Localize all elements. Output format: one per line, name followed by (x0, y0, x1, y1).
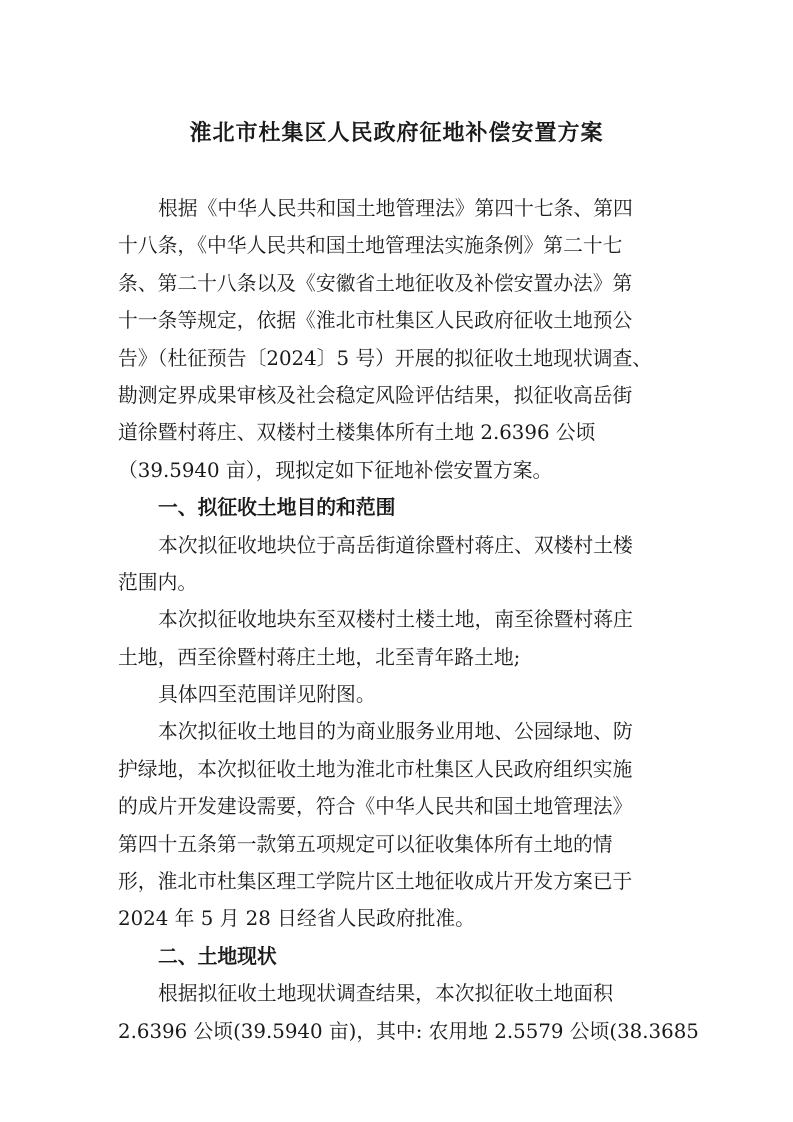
paragraph-line: 形，淮北市杜集区理工学院片区土地征收成片开发方案已于 (118, 870, 633, 894)
paragraph-line: （39.5940 亩），现拟定如下征地补偿安置方案。 (118, 458, 553, 482)
paragraph-line: 本次拟征收土地目的为商业服务业用地、公园绿地、防 (158, 720, 633, 744)
paragraph-line: 道徐暨村蒋庄、双楼村土楼集体所有土地 2.6396 公顷 (118, 421, 596, 445)
paragraph-line: 本次拟征收地块东至双楼村土楼土地，南至徐暨村蒋庄 (158, 608, 633, 632)
paragraph-line: 护绿地，本次拟征收土地为淮北市杜集区人民政府组织实施 (118, 757, 633, 781)
paragraph-line: 十一条等规定，依据《淮北市杜集区人民政府征收土地预公 (118, 309, 633, 333)
paragraph-line: 范围内。 (118, 570, 198, 594)
paragraph-line: 具体四至范围详见附图。 (158, 683, 376, 707)
paragraph-line: 十八条，《中华人民共和国土地管理法实施条例》第二十七 (118, 234, 623, 258)
paragraph-line: 2024 年 5 月 28 日经省人民政府批准。 (118, 907, 475, 931)
paragraph-line: 根据拟征收土地现状调查结果，本次拟征收土地面积 (158, 982, 613, 1006)
section-heading-1: 一、拟征收土地目的和范围 (158, 496, 396, 520)
section-heading-2: 二、土地现状 (158, 944, 277, 968)
paragraph-line: 根据《中华人民共和国土地管理法》第四十七条、第四 (158, 197, 633, 220)
paragraph-line: 告》（杜征预告〔2024〕5 号）开展的拟征收土地现状调查、 (118, 346, 653, 370)
paragraph-line: 本次拟征收地块位于高岳街道徐暨村蒋庄、双楼村土楼 (158, 533, 633, 557)
paragraph-line: 2.6396 公顷(39.5940 亩)，其中: 农用地 2.5579 公顷(38.3685 (118, 1019, 699, 1043)
paragraph-line: 第四十五条第一款第五项规定可以征收集体所有土地的情 (118, 832, 613, 856)
paragraph-line: 土地，西至徐暨村蒋庄土地，北至青年路土地; (118, 645, 521, 669)
document-title: 淮北市杜集区人民政府征地补偿安置方案 (189, 121, 604, 146)
document-body (118, 190, 699, 1050)
paragraph-line: 的成片开发建设需要，符合《中华人民共和国土地管理法》 (118, 795, 633, 819)
paragraph-line: 条、第二十八条以及《安徽省土地征收及补偿安置办法》第 (118, 271, 633, 295)
paragraph-line: 勘测定界成果审核及社会稳定风险评估结果，拟征收高岳街 (118, 383, 633, 407)
